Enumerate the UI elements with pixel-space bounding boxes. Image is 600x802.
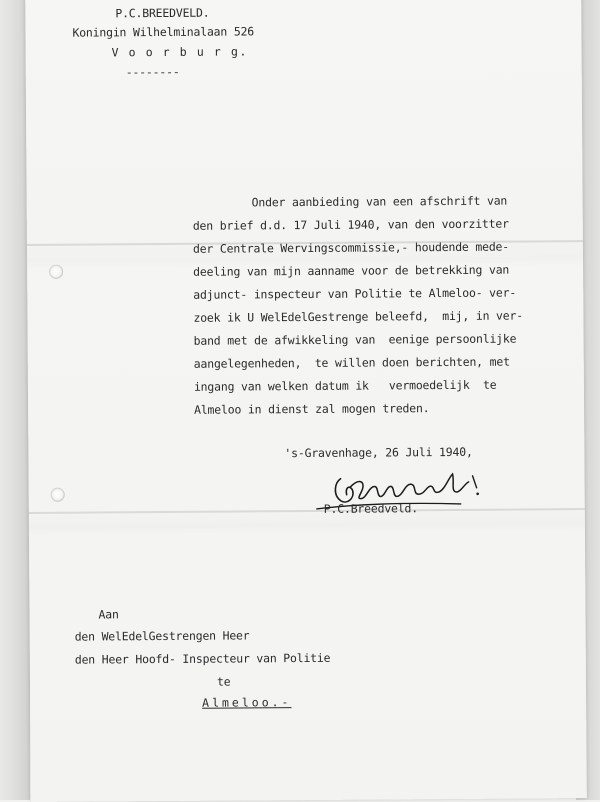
sender-street: Koningin Wilhelminalaan 526 (72, 24, 255, 40)
body-line: Almeloo in dienst zal mogen treden. (194, 401, 430, 417)
letterhead-rule: -------- (125, 64, 180, 80)
body-line: den brief d.d. 17 Juli 1940, van den voorzitter (192, 216, 509, 233)
body-line: aangelegenheden, te willen doen berichten, met (193, 354, 510, 371)
body-line: band met de afwikkeling van eenige persoonlijke (193, 331, 517, 348)
body-line: adjunct- inspecteur van Politie te Almeloo- ver- (193, 285, 517, 302)
body-line: ingang van welken datum ik vermoedelijk te (193, 377, 497, 394)
address-destination: Almeloo.- (202, 695, 292, 710)
letter-page (25, 0, 587, 802)
address-line-2: den Heer Hoofd- Inspecteur van Politie (74, 650, 331, 667)
sender-city: V o o r b u r g. (111, 44, 249, 60)
address-aan: Aan (98, 607, 119, 622)
fold-line (29, 508, 585, 514)
place-and-date: 's-Gravenhage, 26 Juli 1940, (284, 444, 473, 461)
sender-name: P.C.BREEDVELD. (115, 5, 210, 21)
body-line: zoek ik U WelEdelGestrenge beleefd, mij, in ver- (193, 308, 523, 325)
punch-hole-icon (51, 488, 65, 502)
address-line-1: den WelEdelGestrengen Heer (74, 628, 250, 644)
body-line: der Centrale Wervingscommissie,- houdende mede- (192, 239, 510, 256)
address-te: te (216, 674, 231, 689)
body-line: Onder aanbieding van een afschrift van (251, 193, 508, 210)
body-line: deeling van mijn aanname voor de betrekking van (193, 262, 510, 279)
signature-name: P.C.Breedveld. (323, 501, 418, 516)
punch-hole-icon (49, 265, 63, 279)
